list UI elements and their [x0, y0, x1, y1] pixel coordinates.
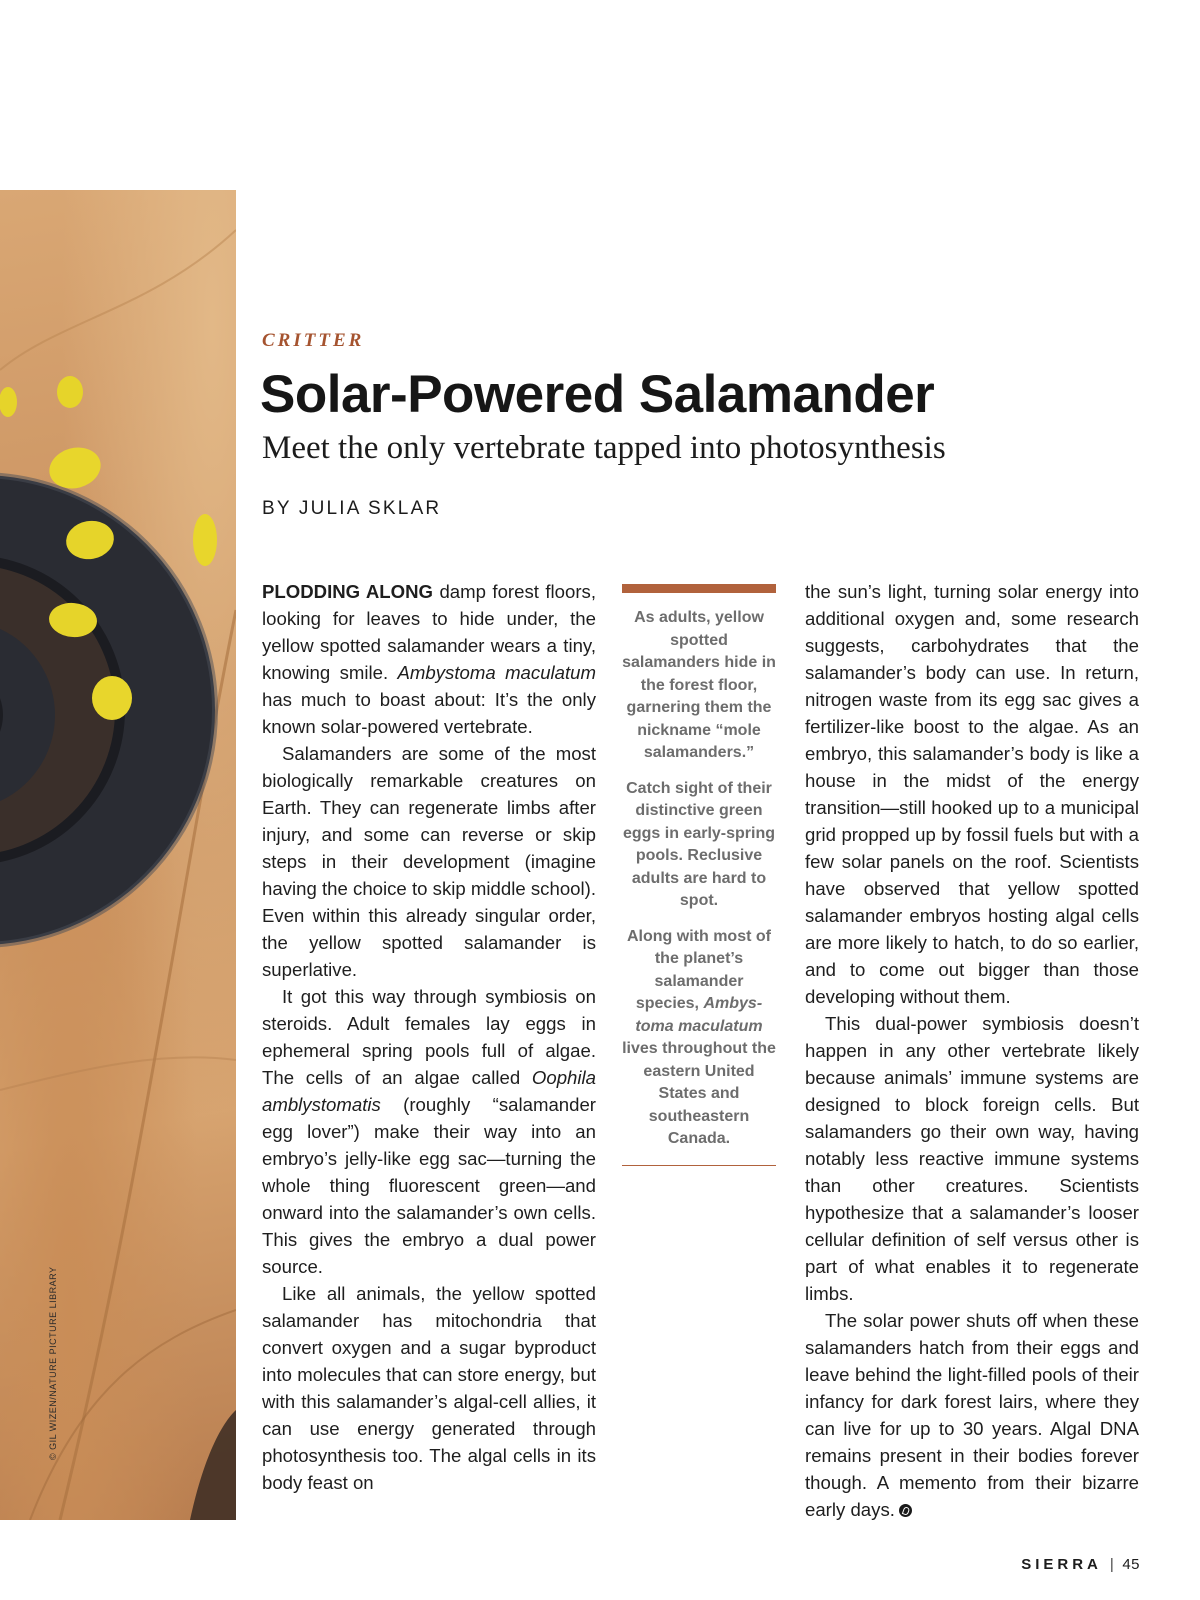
paragraph: the sun’s light, turning solar energy into additional oxygen and, some research suggests, carbohydrates that the salamander’s body can use. In return, nitrogen waste from its egg sac gives a fertilizer-like boost to the algae. As an embryo, this salamander’s body is like a house in the midst of the energy transition—still hooked up to a municipal grid propped up by fossil fuels but with a few solar panels on the roof. Scientists have observed that yellow spotted salamander embryos hosting algal cells are more likely to hatch, to do so earlier, and to come out bigger than those developing without them. — [805, 581, 1139, 1007]
byline: BY JULIA SKLAR — [262, 498, 442, 519]
text-run: The solar power shuts off when these salamanders hatch from their eggs and leave behind the light-filled pools of their infancy for dark forest lairs, where they can live for up to 30 years. Algal DNA remains present in their bodies forever though. A memento from their bizarre early days. — [805, 1310, 1139, 1520]
text-run: It got this way through symbiosis on steroids. Adult females lay eggs in ephemeral spring pools full of algae. The cells of an algae called — [262, 986, 596, 1088]
paragraph: Like all animals, the yellow spotted salamander has mitochondria that convert oxygen and a sugar byproduct into molecules that can store energy, but with this salamander’s algal-cell allies, it can use energy generated through photosynthesis too. The algal cells in its body feast on — [262, 1283, 596, 1493]
article-title: Solar-Powered Salamander — [260, 365, 935, 424]
page-folio — [1021, 1556, 1140, 1573]
article-subtitle: Meet the only vertebrate tapped into photosynthesis — [262, 430, 946, 466]
paragraph — [805, 1307, 1139, 1523]
salamander-photo — [0, 190, 236, 1520]
species-name: Oophila amblystomatis — [262, 1067, 596, 1115]
paragraph — [262, 983, 596, 1280]
sidebar-bottom-rule — [622, 1165, 776, 1166]
paragraph: Salamanders are some of the most biologically remarkable creatures on Earth. They can regenerate limbs after injury, and some can reverse or skip steps in their development (imagine having the choice to skip middle school). Even within this already singular order, the yellow spotted salamander is superlative. — [262, 743, 596, 980]
text-run: damp forest floors, looking for leaves to hide under, the yellow spotted salamander wears a tiny, knowing smile. — [262, 581, 596, 683]
species-name: Ambystoma maculatum — [635, 995, 763, 1035]
lead-in: PLODDING ALONG — [262, 581, 434, 602]
sidebar-paragraph — [622, 913, 776, 1151]
text-run: Along with most of the planet’s salamander species, — [627, 927, 771, 1012]
article-column-2 — [805, 578, 1139, 1523]
sidebar-callout — [622, 584, 776, 1166]
section-kicker: CRITTER — [262, 330, 365, 351]
page-number: 45 — [1122, 1556, 1140, 1573]
paragraph: This dual-power symbiosis doesn’t happen in any other vertebrate likely because animals’ immune systems are designed to block foreign cells. But salamanders go their own way, having notably less reactive immune systems than other creatures. Scientists hypothesize that a salamander’s looser cellular definition of self versus other is part of what enables it to regenerate limbs. — [805, 1013, 1139, 1304]
folio-separator: | — [1109, 1556, 1115, 1573]
text-run: lives throughout the eastern United States and southeastern Canada. — [622, 1040, 776, 1147]
salamander-illustration — [0, 190, 236, 1520]
species-name: Ambystoma maculatum — [397, 662, 597, 683]
paragraph — [262, 578, 596, 740]
magazine-name: SIERRA — [1021, 1556, 1102, 1573]
text-run: (roughly “salamander egg lover”) make their way into an embryo’s jelly-like egg sac—turning the whole thing fluorescent green—and onward into the salamander’s own cells. This gives the embryo a dual power source. — [262, 1094, 596, 1277]
photo-credit: © GIL WIZEN/NATURE PICTURE LIBRARY — [48, 1266, 58, 1460]
end-of-article-icon — [899, 1504, 912, 1517]
article-column-1 — [262, 578, 596, 1496]
sidebar-paragraph: Catch sight of their distinctive green eggs in early-spring pools. Reclusive adults are hard to spot. — [622, 779, 776, 909]
sidebar-paragraph: As adults, yellow spotted salamanders hide in the forest floor, garnering them the nickname “mole salamanders.” — [622, 609, 776, 761]
text-run: has much to boast about: It’s the only known solar-powered vertebrate. — [262, 689, 596, 737]
